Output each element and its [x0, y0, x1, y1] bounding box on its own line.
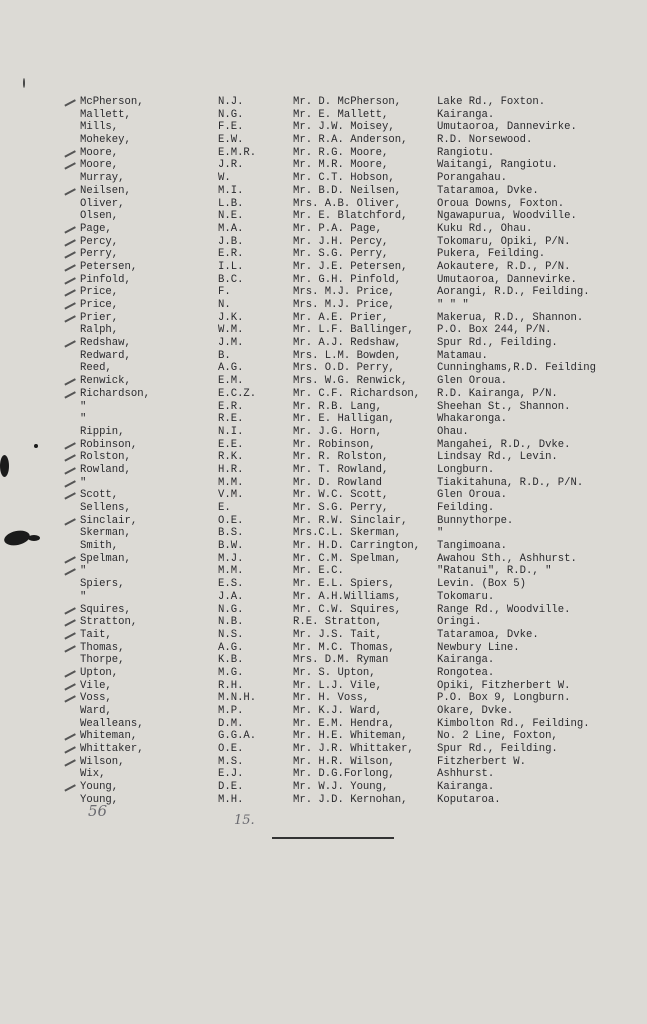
address-cell: Oringi. — [437, 616, 482, 629]
ink-mark — [23, 78, 25, 88]
address-cell: Umutaoroa, Dannevirke. — [437, 121, 577, 134]
surname-cell: Scott, — [80, 489, 119, 502]
surname-cell: " — [80, 565, 87, 578]
surname-cell: Reed, — [80, 362, 112, 375]
initials-cell: F. — [218, 286, 231, 299]
address-cell: Kimbolton Rd., Feilding. — [437, 717, 590, 730]
contact-name-cell: Mrs. D.M. Ryman — [293, 654, 389, 667]
contact-name-cell: Mr. R.B. Lang, — [293, 400, 383, 413]
surname-cell: Stratton, — [80, 616, 138, 629]
contact-name-cell: Mr. J.H. Percy, — [293, 235, 389, 248]
contact-name-cell: Mr. E.C. — [293, 565, 344, 578]
initials-cell: E. — [218, 502, 231, 514]
surname-cell: " — [80, 590, 87, 603]
surname-cell: Squires, — [80, 603, 131, 616]
address-cell: Spur Rd., Feilding. — [437, 337, 558, 350]
contact-name-cell: Mrs. M.J. Price, — [293, 286, 395, 299]
contact-name-cell: Mr. S.G. Perry, — [293, 502, 389, 514]
initials-cell: M.H. — [218, 793, 244, 806]
initials-cell: E.S. — [218, 578, 244, 591]
initials-cell: J.K. — [218, 311, 244, 324]
contact-name-cell: Mr. C.M. Spelman, — [293, 552, 402, 565]
surname-cell: Olsen, — [80, 210, 119, 223]
address-cell: Spur Rd., Feilding. — [437, 743, 558, 756]
contact-name-cell: Mr. S. Upton, — [293, 666, 376, 679]
initials-cell: D.M. — [218, 717, 244, 730]
surname-cell: Vile, — [80, 679, 112, 692]
surname-cell: Prier, — [80, 311, 119, 324]
address-cell: Mangahei, R.D., Dvke. — [437, 438, 571, 451]
contact-name-cell: Mr. R. Rolston, — [293, 451, 389, 464]
initials-cell: E.M.R. — [218, 146, 257, 159]
address-cell: Tataramoa, Dvke. — [437, 184, 539, 197]
address-cell: Kairanga. — [437, 781, 495, 794]
address-cell: R.D. Norsewood. — [437, 134, 533, 147]
initials-cell: N.E. — [218, 210, 244, 223]
page-number: 15. — [234, 813, 255, 828]
address-cell: P.O. Box 244, P/N. — [437, 324, 552, 337]
initials-cell: R.E. — [218, 413, 244, 426]
address-cell: Newbury Line. — [437, 641, 520, 654]
surname-cell: Page, — [80, 222, 112, 235]
surname-cell: Thorpe, — [80, 654, 125, 667]
surname-cell: Ward, — [80, 705, 112, 717]
surname-cell: Robinson, — [80, 438, 138, 451]
contact-name-cell: Mr. J.G. Horn, — [293, 425, 383, 438]
address-cell: Aokautere, R.D., P/N. — [437, 260, 571, 273]
initials-cell: J.A. — [218, 590, 244, 603]
surname-cell: Smith, — [80, 540, 119, 553]
address-cell: Porangahau. — [437, 172, 507, 185]
initials-cell: O.E. — [218, 743, 244, 756]
initials-cell: N.G. — [218, 603, 244, 616]
initials-cell: V.M. — [218, 489, 244, 502]
contact-name-cell: Mr. D. Rowland — [293, 476, 383, 489]
address-cell: Ngawapurua, Woodville. — [437, 210, 577, 223]
surname-cell: Mallett, — [80, 108, 131, 121]
initials-cell: M.M. — [218, 476, 244, 489]
contact-name-cell: Mr. J.E. Petersen, — [293, 260, 408, 273]
surname-cell: Whiteman, — [80, 730, 138, 743]
surname-cell: McPherson, — [80, 96, 144, 108]
address-cell: Tiakitahuna, R.D., P/N. — [437, 476, 584, 489]
surname-cell: Murray, — [80, 172, 125, 185]
initials-cell: N.I. — [218, 425, 244, 438]
initials-cell: M.G. — [218, 666, 244, 679]
address-cell: Glen Oroua. — [437, 489, 507, 502]
address-cell: Tangimoana. — [437, 540, 507, 553]
initials-cell: M.P. — [218, 705, 244, 717]
contact-name-cell: Mr. L.F. Ballinger, — [293, 324, 414, 337]
surname-cell: Price, — [80, 286, 119, 299]
contact-name-cell: Mrs. L.M. Bowden, — [293, 349, 402, 362]
initials-cell: E.R. — [218, 400, 244, 413]
surname-cell: Redshaw, — [80, 337, 131, 350]
contact-name-cell: Mr. H.D. Carrington, — [293, 540, 421, 553]
address-cell: Feilding. — [437, 502, 495, 514]
initials-cell: R.H. — [218, 679, 244, 692]
surname-cell: Sellens, — [80, 502, 131, 514]
contact-name-cell: R.E. Stratton, — [293, 616, 383, 629]
initials-cell: K.B. — [218, 654, 244, 667]
surname-cell: Rowland, — [80, 463, 131, 476]
surname-cell: Redward, — [80, 349, 131, 362]
surname-cell: Mohekey, — [80, 134, 131, 147]
address-cell: Tokomaru, Opiki, P/N. — [437, 235, 571, 248]
surname-cell: " — [80, 400, 87, 413]
surname-cell: Skerman, — [80, 527, 131, 540]
initials-cell: E.C.Z. — [218, 387, 257, 400]
initials-cell: N.S. — [218, 628, 244, 641]
initials-cell: J.B. — [218, 235, 244, 248]
address-cell: P.O. Box 9, Longburn. — [437, 692, 571, 705]
address-cell: Umutaoroa, Dannevirke. — [437, 273, 577, 286]
address-cell: Matamau. — [437, 349, 488, 362]
initials-cell: N.G. — [218, 108, 244, 121]
contact-name-cell: Mr. R.G. Moore, — [293, 146, 389, 159]
ink-blot — [28, 535, 40, 541]
contact-name-cell: Mr. T. Rowland, — [293, 463, 389, 476]
initials-cell: D.E. — [218, 781, 244, 794]
initials-cell: E.E. — [218, 438, 244, 451]
contact-name-cell: Mr. M.R. Moore, — [293, 159, 389, 172]
surname-cell: Young, — [80, 781, 119, 794]
initials-cell: E.W. — [218, 134, 244, 147]
surname-cell: Moore, — [80, 146, 119, 159]
address-cell: Oroua Downs, Foxton. — [437, 197, 565, 210]
contact-name-cell: Mr. E. Blatchford, — [293, 210, 408, 223]
initials-cell: W.M. — [218, 324, 244, 337]
surname-cell: Spelman, — [80, 552, 131, 565]
surname-cell: Voss, — [80, 692, 112, 705]
surname-cell: Wilson, — [80, 755, 125, 768]
initials-cell: N.B. — [218, 616, 244, 629]
handwritten-count: 56 — [88, 802, 108, 820]
address-cell: Range Rd., Woodville. — [437, 603, 571, 616]
initials-cell: N. — [218, 299, 231, 311]
contact-name-cell: Mr. E. Halligan, — [293, 413, 395, 426]
surname-cell: Richardson, — [80, 387, 150, 400]
surname-cell: Spiers, — [80, 578, 125, 591]
initials-cell: I.L. — [218, 260, 244, 273]
contact-name-cell: Mr. A.E. Prier, — [293, 311, 389, 324]
address-cell: Awahou Sth., Ashhurst. — [437, 552, 577, 565]
contact-name-cell: Mr. Robinson, — [293, 438, 376, 451]
address-cell: "Ratanui", R.D., " — [437, 565, 552, 578]
contact-name-cell: Mr. H.E. Whiteman, — [293, 730, 408, 743]
contact-name-cell: Mr. L.J. Vile, — [293, 679, 383, 692]
contact-name-cell: Mr. E. Mallett, — [293, 108, 389, 121]
address-cell: Tataramoa, Dvke. — [437, 628, 539, 641]
surname-cell: Upton, — [80, 666, 119, 679]
surname-cell: Wealleans, — [80, 717, 144, 730]
contact-name-cell: Mr. J.D. Kernohan, — [293, 793, 408, 806]
address-cell: Kairanga. — [437, 654, 495, 667]
address-cell: Levin. (Box 5) — [437, 578, 527, 591]
initials-cell: G.G.A. — [218, 730, 257, 743]
initials-cell: A.G. — [218, 641, 244, 654]
initials-cell: J.M. — [218, 337, 244, 350]
initials-cell: M.S. — [218, 755, 244, 768]
contact-name-cell: Mr. J.S. Tait, — [293, 628, 383, 641]
address-cell: Okare, Dvke. — [437, 705, 514, 717]
initials-cell: R.K. — [218, 451, 244, 464]
address-cell: Aorangi, R.D., Feilding. — [437, 286, 590, 299]
address-cell: Opiki, Fitzherbert W. — [437, 679, 571, 692]
contact-name-cell: Mr. B.D. Neilsen, — [293, 184, 402, 197]
contact-name-cell: Mr. A.H.Williams, — [293, 590, 402, 603]
initials-cell: O.E. — [218, 514, 244, 527]
contact-name-cell: Mrs. M.J. Price, — [293, 299, 395, 311]
surname-cell: Ralph, — [80, 324, 119, 337]
initials-cell: M.J. — [218, 552, 244, 565]
initials-cell: A.G. — [218, 362, 244, 375]
initials-cell: M.A. — [218, 222, 244, 235]
surname-cell: Sinclair, — [80, 514, 138, 527]
contact-name-cell: Mr. R.W. Sinclair, — [293, 514, 408, 527]
contact-name-cell: Mr. H.R. Wilson, — [293, 755, 395, 768]
contact-name-cell: Mr. G.H. Pinfold, — [293, 273, 402, 286]
surname-cell: Whittaker, — [80, 743, 144, 756]
initials-cell: B.S. — [218, 527, 244, 540]
initials-cell: E.J. — [218, 768, 244, 781]
address-cell: Cunninghams,R.D. Feilding — [437, 362, 596, 375]
closing-rule — [272, 837, 394, 839]
contact-name-cell: Mr. C.T. Hobson, — [293, 172, 395, 185]
contact-name-cell: Mr. W.J. Young, — [293, 781, 389, 794]
address-cell: Sheehan St., Shannon. — [437, 400, 571, 413]
address-cell: Tokomaru. — [437, 590, 495, 603]
address-cell: Waitangi, Rangiotu. — [437, 159, 558, 172]
initials-cell: M.N.H. — [218, 692, 257, 705]
initials-cell: E.R. — [218, 248, 244, 261]
address-cell: No. 2 Line, Foxton, — [437, 730, 558, 743]
surname-cell: " — [80, 476, 87, 489]
surname-cell: Rippin, — [80, 425, 125, 438]
address-cell: Fitzherbert W. — [437, 755, 527, 768]
address-cell: Lake Rd., Foxton. — [437, 96, 546, 108]
address-cell: Ashhurst. — [437, 768, 495, 781]
initials-cell: F.E. — [218, 121, 244, 134]
address-cell: Koputaroa. — [437, 793, 501, 806]
contact-name-cell: Mr. A.J. Redshaw, — [293, 337, 402, 350]
initials-cell: L.B. — [218, 197, 244, 210]
address-cell: Rangiotu. — [437, 146, 495, 159]
address-cell: Kairanga. — [437, 108, 495, 121]
contact-name-cell: Mrs.C.L. Skerman, — [293, 527, 402, 540]
address-cell: Glen Oroua. — [437, 375, 507, 388]
initials-cell: E.M. — [218, 375, 244, 388]
initials-cell: W. — [218, 172, 231, 185]
surname-cell: Percy, — [80, 235, 119, 248]
contact-name-cell: Mrs. W.G. Renwick, — [293, 375, 408, 388]
address-cell: Kuku Rd., Ohau. — [437, 222, 533, 235]
surname-cell: Wix, — [80, 768, 106, 781]
address-cell: Whakaronga. — [437, 413, 507, 426]
address-cell: R.D. Kairanga, P/N. — [437, 387, 558, 400]
surname-cell: Oliver, — [80, 197, 125, 210]
surname-cell: Rolston, — [80, 451, 131, 464]
initials-cell: B.W. — [218, 540, 244, 553]
contact-name-cell: Mr. R.A. Anderson, — [293, 134, 408, 147]
ink-blot — [34, 444, 38, 448]
surname-cell: " — [80, 413, 87, 426]
surname-cell: Petersen, — [80, 260, 138, 273]
initials-cell: J.R. — [218, 159, 244, 172]
address-cell: Lindsay Rd., Levin. — [437, 451, 558, 464]
initials-cell: H.R. — [218, 463, 244, 476]
surname-cell: Thomas, — [80, 641, 125, 654]
contact-name-cell: Mr. S.G. Perry, — [293, 248, 389, 261]
ink-blot — [0, 455, 9, 477]
contact-name-cell: Mr. W.C. Scott, — [293, 489, 389, 502]
address-cell: Makerua, R.D., Shannon. — [437, 311, 584, 324]
initials-cell: B.C. — [218, 273, 244, 286]
contact-name-cell: Mr. J.W. Moisey, — [293, 121, 395, 134]
address-cell: Bunnythorpe. — [437, 514, 514, 527]
contact-name-cell: Mr. D. McPherson, — [293, 96, 402, 108]
surname-cell: Neilsen, — [80, 184, 131, 197]
contact-name-cell: Mr. D.G.Forlong, — [293, 768, 395, 781]
initials-cell: N.J. — [218, 96, 244, 108]
surname-cell: Perry, — [80, 248, 119, 261]
contact-name-cell: Mr. M.C. Thomas, — [293, 641, 395, 654]
surname-cell: Pinfold, — [80, 273, 131, 286]
address-cell: Ohau. — [437, 425, 469, 438]
surname-cell: Tait, — [80, 628, 112, 641]
address-cell: Longburn. — [437, 463, 495, 476]
surname-cell: Moore, — [80, 159, 119, 172]
surname-cell: Price, — [80, 299, 119, 311]
surname-cell: Young, — [80, 793, 119, 806]
initials-cell: B. — [218, 349, 231, 362]
initials-cell: M.M. — [218, 565, 244, 578]
initials-cell: M.I. — [218, 184, 244, 197]
contact-name-cell: Mr. E.M. Hendra, — [293, 717, 395, 730]
contact-name-cell: Mr. K.J. Ward, — [293, 705, 383, 717]
contact-name-cell: Mr. C.W. Squires, — [293, 603, 402, 616]
contact-name-cell: Mrs. A.B. Oliver, — [293, 197, 402, 210]
address-cell: Rongotea. — [437, 666, 495, 679]
address-cell: " — [437, 527, 444, 540]
contact-name-cell: Mr. P.A. Page, — [293, 222, 383, 235]
contact-name-cell: Mr. E.L. Spiers, — [293, 578, 395, 591]
contact-name-cell: Mr. H. Voss, — [293, 692, 370, 705]
surname-cell: Renwick, — [80, 375, 131, 388]
address-cell: " " " — [437, 299, 469, 311]
address-cell: Pukera, Feilding. — [437, 248, 546, 261]
contact-name-cell: Mr. C.F. Richardson, — [293, 387, 421, 400]
contact-name-cell: Mr. J.R. Whittaker, — [293, 743, 414, 756]
surname-cell: Mills, — [80, 121, 119, 134]
contact-name-cell: Mrs. O.D. Perry, — [293, 362, 395, 375]
